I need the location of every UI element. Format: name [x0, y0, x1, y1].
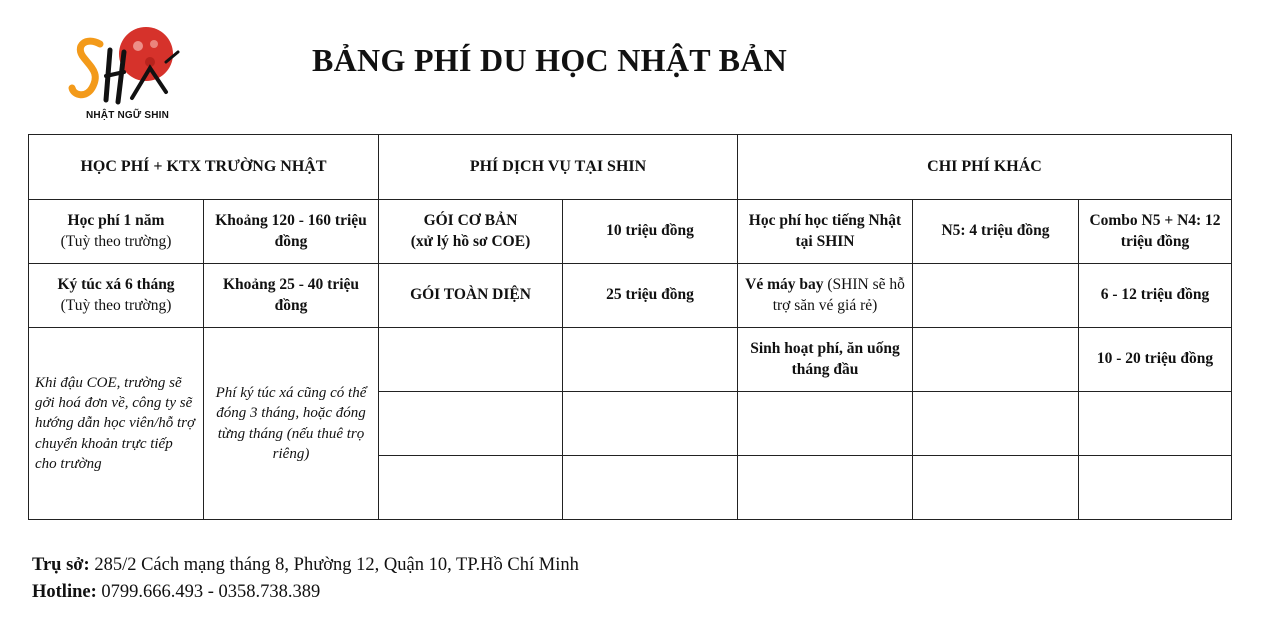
empty-cell	[379, 456, 563, 520]
empty-cell	[563, 392, 738, 456]
basic-package-price: 10 triệu đồng	[563, 200, 738, 264]
table-row	[29, 328, 1232, 392]
empty-cell	[738, 456, 913, 520]
basic-package-label: GÓI CƠ BẢN	[423, 211, 518, 229]
tuition-label: Học phí 1 năm	[67, 211, 165, 229]
empty-cell	[563, 456, 738, 520]
logo-caption: NHẬT NGỮ SHIN	[85, 110, 170, 121]
empty-cell	[913, 264, 1079, 328]
empty-cell	[379, 328, 563, 392]
flight-label: Vé máy bay	[745, 275, 824, 293]
address-text: 285/2 Cách mạng tháng 8, Phường 12, Quận 10, TP.Hồ Chí Minh	[94, 555, 579, 575]
empty-cell	[563, 328, 738, 392]
table-row	[29, 264, 1232, 328]
dorm-label: Ký túc xá 6 tháng	[57, 275, 175, 293]
fee-table	[28, 134, 1232, 520]
flight-note: (SHIN sẽ hỗ trợ săn vé giá rẻ)	[772, 275, 905, 314]
language-n5-price: N5: 4 triệu đồng	[913, 200, 1079, 264]
basic-package-note: (xử lý hồ sơ COE)	[410, 232, 531, 250]
basic-package-cell	[379, 200, 563, 264]
empty-cell	[913, 456, 1079, 520]
table-row	[29, 200, 1232, 264]
header-service: PHÍ DỊCH VỤ TẠI SHIN	[379, 135, 738, 200]
tuition-value: Khoảng 120 - 160 triệu đồng	[204, 200, 379, 264]
dorm-label-cell	[29, 264, 204, 328]
dorm-value: Khoảng 25 - 40 triệu đồng	[204, 264, 379, 328]
living-cost-label: Sinh hoạt phí, ăn uống tháng đầu	[738, 328, 913, 392]
tuition-note: (Tuỳ theo trường)	[60, 232, 172, 250]
address-label: Trụ sở:	[32, 555, 90, 575]
living-cost-price: 10 - 20 triệu đồng	[1079, 328, 1232, 392]
empty-cell	[1079, 456, 1232, 520]
empty-cell	[738, 392, 913, 456]
table-header-row	[29, 135, 1232, 200]
empty-cell	[913, 328, 1079, 392]
header-school: HỌC PHÍ + KTX TRƯỜNG NHẬT	[29, 135, 379, 200]
page-title: BẢNG PHÍ DU HỌC NHẬT BẢN	[312, 42, 788, 78]
full-package-price: 25 triệu đồng	[563, 264, 738, 328]
empty-cell	[913, 392, 1079, 456]
address-line	[32, 555, 579, 576]
tuition-label-cell	[29, 200, 204, 264]
empty-cell	[1079, 392, 1232, 456]
language-combo-price: Combo N5 + N4: 12 triệu đồng	[1079, 200, 1232, 264]
dorm-note: (Tuỳ theo trường)	[60, 296, 172, 314]
empty-cell	[379, 392, 563, 456]
flight-cell	[738, 264, 913, 328]
flight-price: 6 - 12 triệu đồng	[1079, 264, 1232, 328]
hotline-text: 0799.666.493 - 0358.738.389	[101, 582, 321, 602]
hotline-label: Hotline:	[32, 582, 97, 602]
language-tuition-label: Học phí học tiếng Nhật tại SHIN	[738, 200, 913, 264]
hotline-line	[32, 582, 320, 603]
school-payment-note: Khi đậu COE, trường sẽ gởi hoá đơn về, công ty sẽ hướng dẫn học viên/hỗ trợ chuyển khoản trực tiếp cho trường	[29, 328, 204, 520]
header-other: CHI PHÍ KHÁC	[738, 135, 1232, 200]
dorm-payment-note: Phí ký túc xá cũng có thể đóng 3 tháng, hoặc đóng từng tháng (nếu thuê trọ riêng)	[204, 328, 379, 520]
full-package-label: GÓI TOÀN DIỆN	[379, 264, 563, 328]
